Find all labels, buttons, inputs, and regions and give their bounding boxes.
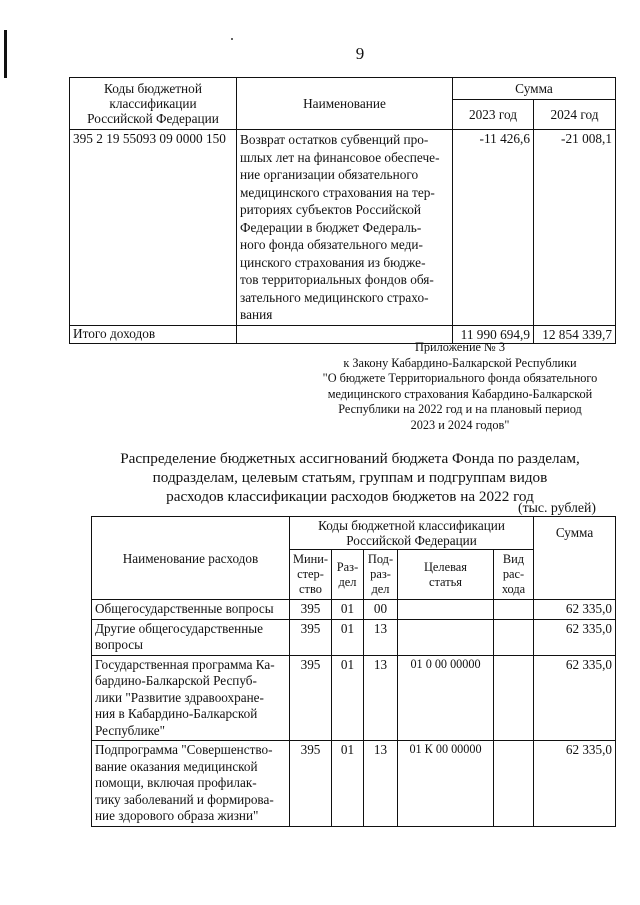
codes-header	[70, 78, 237, 130]
header-line: дел	[371, 582, 390, 596]
revenue-table	[69, 77, 616, 344]
amount-cell: 62 335,0	[534, 655, 616, 741]
name-line: Государственная программа Ка-	[95, 656, 275, 672]
description-line: ние организации обязательного	[240, 167, 419, 182]
page-number: 9	[355, 44, 365, 63]
amount-cell: 62 335,0	[534, 619, 616, 655]
amount-header: Сумма	[453, 78, 616, 100]
title-line: расходов классификации расходов бюджетов на 2022 год	[166, 488, 534, 505]
amount-2023-cell: -11 426,6	[453, 130, 534, 326]
budget-code-cell: 395 2 19 55093 09 0000 150	[70, 130, 237, 326]
table-row	[92, 600, 616, 620]
description-line: зательного медицинского страхо-	[240, 289, 429, 305]
codes-header-line: классификации	[109, 96, 197, 111]
target-article-header	[398, 550, 494, 600]
appendix-line: медицинского страхования Кабардино-Балкарской	[327, 386, 593, 401]
header-line: статья	[428, 574, 462, 589]
subsection-cell: 13	[364, 619, 398, 655]
kind-cell	[494, 741, 534, 827]
name-header: Наименование	[237, 78, 453, 130]
section-cell: 01	[332, 655, 364, 741]
table-row	[70, 130, 616, 326]
section-cell: 01	[332, 600, 364, 620]
table-row	[92, 655, 616, 741]
expense-name-cell	[92, 600, 290, 620]
header-line: стер-	[297, 567, 324, 581]
name-line: Общегосударственные вопросы	[95, 601, 274, 616]
header-line: рас-	[502, 567, 525, 581]
year-2023-header: 2023 год	[453, 100, 534, 130]
total-2024: 12 854 339,7	[534, 325, 616, 343]
amount-cell: 62 335,0	[534, 741, 616, 827]
description-line: риториях субъектов Российской	[240, 202, 422, 217]
target-cell: 01 0 00 00000	[398, 655, 494, 741]
expense-kind-header	[494, 550, 534, 600]
target-cell	[398, 619, 494, 655]
name-line: бардино-Балкарской Респуб-	[95, 673, 257, 688]
title-line: Распределение бюджетных ассигнований бюджета Фонда по разделам,	[120, 450, 580, 467]
table-row	[92, 619, 616, 655]
header-line: дел	[338, 574, 357, 589]
appendix-line: к Закону Кабардино-Балкарской Республики	[343, 355, 577, 370]
scan-dot	[231, 38, 233, 40]
name-line: ния в Кабардино-Балкарской	[95, 706, 258, 721]
expense-name-cell	[92, 741, 290, 827]
name-line: тику заболеваний и формирова-	[95, 791, 274, 807]
total-label: Итого доходов	[70, 325, 237, 343]
name-line: вопросы	[95, 637, 144, 652]
expense-name-cell	[92, 655, 290, 741]
section-cell: 01	[332, 741, 364, 827]
name-line: Республике"	[95, 722, 166, 738]
expense-name-cell	[92, 619, 290, 655]
codes-header-line: Российской Федерации	[87, 111, 219, 126]
ministry-cell: 395	[290, 619, 332, 655]
header-line: раз-	[370, 567, 391, 581]
expenditure-table	[91, 516, 616, 827]
amount-2024-cell: -21 008,1	[534, 130, 616, 326]
revenue-description-cell	[237, 130, 453, 326]
sum-header: Сумма	[534, 517, 616, 600]
appendix-line: Республики на 2022 год и на плановый период	[338, 402, 582, 416]
appendix-line: Приложение № 3	[414, 340, 506, 354]
header-line: Мини-	[293, 552, 329, 566]
name-line: Подпрограмма "Совершенство-	[95, 742, 273, 757]
codes-header-line: Коды бюджетной	[104, 81, 202, 96]
section-header	[332, 550, 364, 600]
appendix-line: "О бюджете Территориального фонда обязательного	[322, 371, 598, 385]
description-line: шлых лет на финансовое обеспече-	[240, 149, 440, 165]
budget-codes-header	[290, 517, 534, 550]
codes-header-line: Коды бюджетной классификации	[318, 518, 505, 533]
name-line: лики "Развитие здравоохране-	[95, 689, 264, 705]
amount-cell: 62 335,0	[534, 600, 616, 620]
table-row	[92, 741, 616, 827]
header-line: ство	[299, 582, 322, 596]
section-title	[100, 449, 600, 506]
name-line: вание оказания медицинской	[95, 758, 258, 774]
ministry-cell: 395	[290, 655, 332, 741]
appendix-heading	[300, 340, 620, 433]
kind-cell	[494, 600, 534, 620]
subsection-cell: 00	[364, 600, 398, 620]
description-line: цинского страхования из бюдже-	[240, 254, 426, 270]
description-line: Федерации в бюджет Федераль-	[240, 219, 422, 235]
kind-cell	[494, 655, 534, 741]
units-label: (тыс. рублей)	[518, 500, 597, 515]
target-cell: 01 К 00 00000	[398, 741, 494, 827]
kind-cell	[494, 619, 534, 655]
header-line: Вид	[502, 552, 525, 566]
description-line: Возврат остатков субвенций про-	[240, 132, 429, 147]
expenditure-header-row-1	[92, 517, 616, 550]
target-cell	[398, 600, 494, 620]
subsection-cell: 13	[364, 741, 398, 827]
description-line: тов территориальных фондов обя-	[240, 272, 434, 287]
header-line: Раз-	[336, 559, 359, 574]
ministry-cell: 395	[290, 600, 332, 620]
header-line: Целевая	[423, 559, 468, 574]
expense-name-header: Наименование расходов	[92, 517, 290, 600]
title-line: подразделам, целевым статьям, группам и подгруппам видов	[152, 469, 548, 486]
year-2024-header: 2024 год	[534, 100, 616, 130]
name-line: Другие общегосударственные	[95, 620, 263, 636]
header-line: хода	[501, 582, 526, 596]
description-line: вания	[240, 307, 273, 322]
description-line: ного фонда обязательного меди-	[240, 237, 423, 252]
ministry-cell: 395	[290, 741, 332, 827]
subsection-cell: 13	[364, 655, 398, 741]
name-line: помощи, включая профилак-	[95, 775, 257, 790]
description-line: медицинского страхования на тер-	[240, 184, 435, 200]
name-line: ние здорового образа жизни"	[95, 808, 259, 823]
appendix-line: 2023 и 2024 годов"	[410, 417, 510, 432]
ministry-header	[290, 550, 332, 600]
header-line: Под-	[367, 552, 394, 566]
total-2023: 11 990 694,9	[453, 325, 534, 343]
section-cell: 01	[332, 619, 364, 655]
subsection-header	[364, 550, 398, 600]
codes-header-line: Российской Федерации	[346, 533, 477, 548]
revenue-header-row-1	[70, 78, 616, 100]
